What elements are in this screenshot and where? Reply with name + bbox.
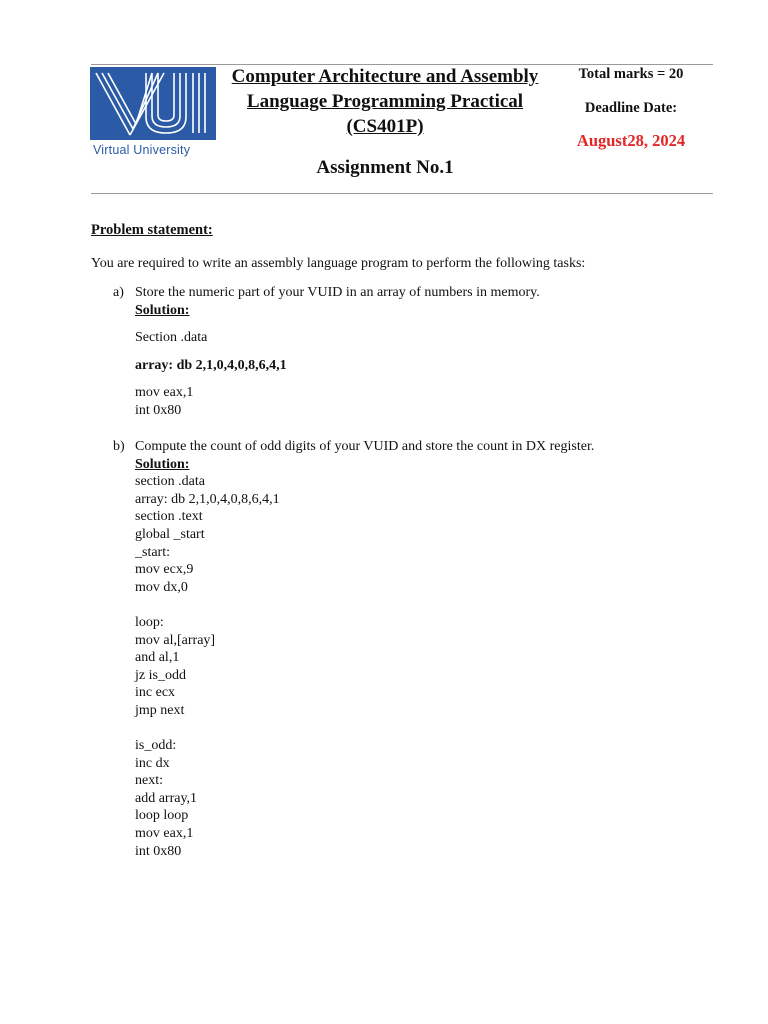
task-a-solution-label: Solution: (135, 302, 190, 318)
task-b-code-line: inc dx (135, 755, 170, 771)
deadline-label: Deadline Date: (584, 100, 678, 116)
total-marks: Total marks = 20 (578, 66, 684, 82)
task-b-code-line: next: (135, 773, 163, 789)
title-block (226, 64, 544, 180)
task-b-code-line: add array,1 (135, 790, 198, 806)
task-b-code-line: is_odd: (135, 738, 177, 754)
task-b-code-line: loop loop (135, 808, 189, 824)
task-b-code-line: jmp next (135, 702, 185, 718)
task-a-code-line: mov eax,1 (135, 385, 194, 401)
assignment-title: Assignment No.1 (316, 157, 454, 178)
assignment-meta (560, 64, 702, 152)
task-b-code-line: global _start (135, 526, 205, 542)
course-title-line-1: Computer Architecture and Assembly (231, 66, 539, 87)
problem-intro: You are required to write an assembly language program to perform the following tasks: (91, 256, 586, 271)
task-a-text: Store the numeric part of your VUID in an array of numbers in memory. (135, 285, 540, 300)
task-a-code-line: int 0x80 (135, 402, 182, 418)
task-a-body (135, 284, 695, 420)
task-b-code-line: int 0x80 (135, 843, 182, 859)
task-b-code-line: loop: (135, 614, 164, 630)
task-b-code-line: section .data (135, 474, 205, 490)
vu-logo-mark (90, 67, 216, 140)
task-b-code-line: mov dx,0 (135, 579, 188, 595)
task-b-code-line: array: db 2,1,0,4,0,8,6,4,1 (135, 491, 280, 507)
task-b-marker: b) (113, 439, 125, 454)
problem-heading: Problem statement: (91, 222, 213, 238)
task-b-solution-label: Solution: (135, 456, 190, 472)
course-title-line-3: (CS401P) (346, 116, 424, 137)
vu-logo (90, 67, 216, 161)
deadline-date: August28, 2024 (576, 131, 686, 150)
task-a-code-line: array: db 2,1,0,4,0,8,6,4,1 (135, 357, 287, 373)
task-b-code-line: mov ecx,9 (135, 562, 194, 578)
header-divider (91, 193, 713, 194)
task-b-code-line: mov eax,1 (135, 826, 194, 842)
logo-wordmark: Virtual University (93, 143, 191, 157)
course-title-line-2: Language Programming Practical (246, 91, 524, 112)
task-b-code-line: _start: (135, 544, 170, 560)
task-b-code-block (135, 473, 695, 860)
task-b-code-line (135, 720, 695, 738)
task-b-code-line: mov al,[array] (135, 632, 216, 648)
task-b-code-line: section .text (135, 509, 203, 525)
task-b-code-line (135, 596, 695, 614)
task-b-body (135, 438, 695, 860)
task-b-code-line: and al,1 (135, 650, 180, 666)
task-a-marker: a) (113, 285, 124, 300)
task-b-code-line: inc ecx (135, 685, 176, 701)
task-b-text: Compute the count of odd digits of your VUID and store the count in DX register. (135, 439, 595, 454)
task-a-code-line: Section .data (135, 330, 208, 346)
task-b-code-line: jz is_odd (135, 667, 186, 683)
